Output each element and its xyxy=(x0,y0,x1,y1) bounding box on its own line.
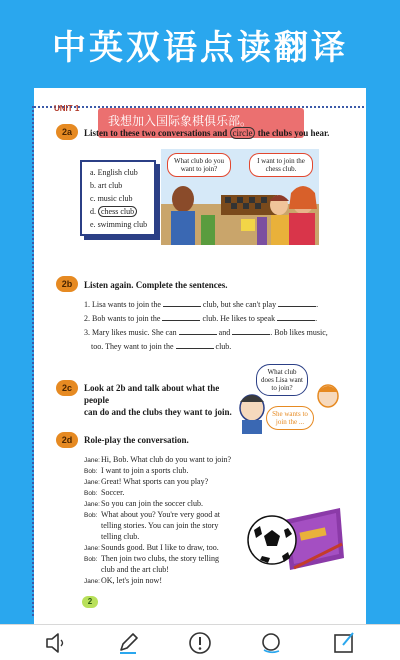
search-icon xyxy=(259,630,285,656)
app-banner xyxy=(0,0,400,88)
club-item[interactable]: c. music club xyxy=(90,194,133,203)
instruction-2a: Listen to these two conversations and circle the clubs you hear. xyxy=(84,128,330,138)
club-item[interactable]: b. art club xyxy=(90,181,123,190)
info-button[interactable] xyxy=(185,628,215,658)
dialogue-line[interactable]: Jane:OK, let's join now! xyxy=(84,576,162,585)
badge-2b[interactable]: 2b xyxy=(56,276,78,292)
dialogue-line[interactable]: club and the art club! xyxy=(101,565,169,574)
badge-2a[interactable]: 2a xyxy=(56,124,78,140)
search-button[interactable] xyxy=(257,628,287,658)
dialogue-line[interactable]: Jane:Sounds good. But I like to draw, too. xyxy=(84,543,219,552)
club-item[interactable]: d. chess club xyxy=(90,207,137,216)
speech-bubble-right[interactable]: I want to join the chess club. xyxy=(249,153,313,177)
info-icon xyxy=(187,630,213,656)
speech-bubble-left[interactable]: What club do you want to join? xyxy=(167,153,231,177)
chess-scene-illustration[interactable] xyxy=(161,149,319,245)
dialogue-line[interactable]: Bob: Soccer. xyxy=(84,488,125,497)
sentence-3-cont[interactable]: too. They want to join the club. xyxy=(91,342,232,351)
speech-bubble-2c-top[interactable]: What club does Lisa want to join? xyxy=(256,364,308,396)
pencil-icon xyxy=(115,630,141,656)
instruction-2d: Role-play the conversation. xyxy=(84,435,189,445)
translation-popup[interactable]: 我想加入国际象棋俱乐部。 xyxy=(98,108,304,138)
badge-2d[interactable]: 2d xyxy=(56,432,78,448)
badge-2c[interactable]: 2c xyxy=(56,380,78,396)
soccer-book-illustration xyxy=(244,500,348,584)
unit-label: UNIT 1 xyxy=(54,104,80,113)
club-list xyxy=(80,160,156,236)
dialogue-line[interactable]: Bob: Then join two clubs, the story telling xyxy=(84,554,219,563)
speaker-icon xyxy=(43,630,69,656)
pencil-button[interactable] xyxy=(113,628,143,658)
sentence-2[interactable]: 2. Bob wants to join the club. He likes to speak . xyxy=(84,314,318,323)
club-item[interactable]: e. swimming club xyxy=(90,220,148,229)
banner-title: 中英双语点读翻译 xyxy=(52,27,348,68)
dialogue-line[interactable]: telling club. xyxy=(101,532,140,541)
dialogue-line[interactable]: Bob: What about you? You're very good at xyxy=(84,510,220,519)
speaker-button[interactable] xyxy=(41,628,71,658)
dialogue-line[interactable]: telling stories. You can join the story xyxy=(101,521,219,530)
dialogue-line[interactable]: Jane:Great! What sports can you play? xyxy=(84,477,209,486)
instruction-2b: Listen again. Complete the sentences. xyxy=(84,280,228,290)
page-number: 2 xyxy=(82,596,98,608)
edit-button[interactable] xyxy=(329,628,359,658)
dialogue-line[interactable]: Bob: I want to join a sports club. xyxy=(84,466,189,475)
club-item[interactable]: a. English club xyxy=(90,168,138,177)
edit-icon xyxy=(331,630,357,656)
dialogue-line[interactable]: Jane:Hi, Bob. What club do you want to join? xyxy=(84,455,232,464)
page-border-left xyxy=(32,106,34,616)
sentence-1[interactable]: 1. Lisa wants to join the club, but she can't play . xyxy=(84,300,319,309)
instruction-2c: Look at 2b and talk about what the people can do and the clubs they want to join. xyxy=(84,383,232,417)
sentence-3[interactable]: 3. Mary likes music. She can and . Bob likes music, xyxy=(84,328,328,337)
dialogue-line[interactable]: Jane:So you can join the soccer club. xyxy=(84,499,203,508)
bottom-toolbar xyxy=(0,624,400,660)
speech-bubble-2c-bottom[interactable]: She wants to join the ... xyxy=(266,406,314,430)
